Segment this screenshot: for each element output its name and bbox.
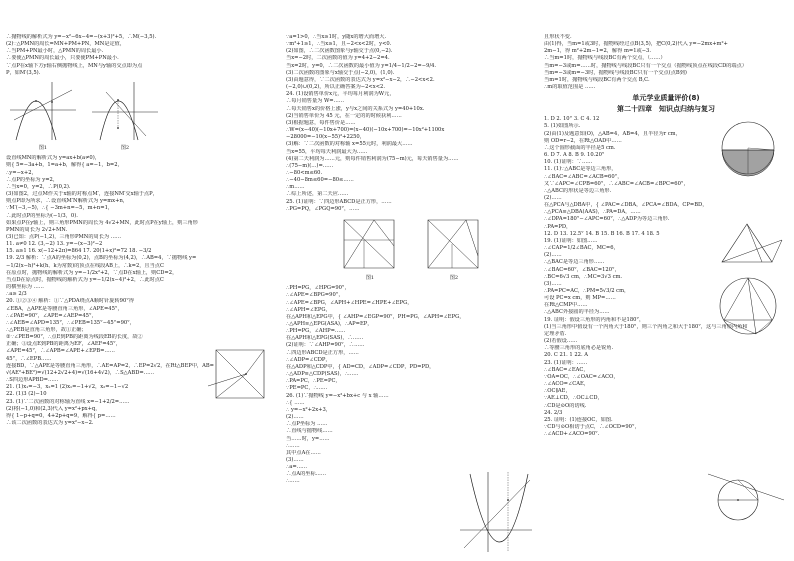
text-line: 21. (1)x₁=−3，x₂=1 (2)x₁=−1+√2，x₂=−1−√2 <box>6 384 129 391</box>
text-line: (−2,0)∪(0,2)，所以正确答案为−2<x<2. <box>286 84 386 91</box>
parabola-line-figure <box>458 470 534 554</box>
right-lines-a <box>544 34 788 91</box>
text-line: ∴PA=PD， <box>544 223 572 230</box>
parabola-graph-2 <box>88 80 162 142</box>
text-line: 6. D 7. A 8. B 9. 10.20° <box>544 152 605 159</box>
text-line: 且形状不变. <box>544 34 572 40</box>
text-line: 23. (1)∵二次函数的对称轴为直线 x=−1+2/2=…… <box>6 398 130 405</box>
text-line: ∴∠APH=∠EPG， <box>286 306 331 313</box>
text-line: 45°，∴∠EPB…… <box>6 355 52 362</box>
middle-lines-a <box>286 34 538 213</box>
text-line: ∵m²+1≥1，∴当x≥1，且−2<x<2时，y<0. <box>286 41 392 48</box>
text-line: 当m=1时，抛物线与线段BC有两个交点 B,C. <box>544 76 650 83</box>
text-line: 23. (1)证明：…… <box>544 359 588 366</box>
text-line: ∴这个圆形截面的半径是5 cm. <box>544 144 616 151</box>
text-line: ∴△PCA≌△DBA(AAS)，∴PA=DA，…… <box>544 209 641 216</box>
text-line: ∴△ADP≌△CDP(SAS)，∴…… <box>286 371 359 378</box>
text-line: ∴m的取值范围是 …… <box>544 84 596 91</box>
text-line: 又∵∠APC=∠CPB=60°，∴∠ABC=∠ACB=∠BPC=60°， <box>544 180 689 187</box>
text-line: (3)根据题意，每件售价是…… <box>286 119 356 126</box>
text-line: ∴点P的坐标为 y=2， <box>6 176 59 183</box>
text-line: ∵CD与⊙O相切于点C，∴∠OCD=90°， <box>544 423 640 430</box>
text-line: √(AE²+BE²)=√(12+2√2+4)=√(16+4√2)，∴S△ABD=…… <box>6 369 155 376</box>
text-line: ∴−80<m≤60. <box>286 169 323 176</box>
inscribed-circle-figure <box>716 274 780 338</box>
text-line: ∴∠APE=∠BPG，∠APH+∠HPE=∠HPE+∠EPG， <box>286 299 413 306</box>
text-line: ∴∠AEB=∠APD=135°，∴∠PEB=135°−45°=90°， <box>6 319 135 326</box>
text-line: ∴此时点P的坐标为(−1/3，0). <box>6 212 78 219</box>
figure-caption-2: 图2 <box>449 275 459 282</box>
text-line: 连接BD，∵△APE是等腰直角三角形，∴AE=AP=2，∴EP=2√2，在Rt△BEP中，AB= <box>6 362 215 369</box>
text-line: ∴m…… <box>286 184 305 191</box>
text-line: 正确；③设点E到PB的距离为EF，∠AEF=45°， <box>6 341 121 348</box>
text-line: 在Rt△CMP中…… <box>544 302 588 309</box>
text-line: ∵OA=OC，∴∠OAC=∠ACO， <box>544 373 619 380</box>
text-line: (2)如图，∴二次函数图象与y轴交于点(0,−2). <box>286 48 393 55</box>
text-line: ∵PE=PC，∴…… <box>286 385 328 392</box>
text-line: ∴当PM+PN最小时，△PMN的周长最小. <box>6 48 104 55</box>
text-line: 25. (1)证明：∵四边形ABCD是正方形，…… <box>286 198 392 205</box>
equilateral-triangle-figure <box>712 220 784 266</box>
parabola-figure-2 <box>88 80 162 152</box>
text-line: −28000=−10(x−55)²+2250， <box>286 134 365 141</box>
text-line: 定理矛盾. <box>544 330 567 337</box>
text-line: ∴点A的坐标…… <box>286 471 327 478</box>
figure-caption-1: 图1 <box>365 275 375 282</box>
text-line: 可设 PC=x cm，则 MP=…… <box>544 295 616 302</box>
text-line: ∴△PEB是直角三角形，故①正确； <box>6 327 87 333</box>
text-line: 11. a≠0 12. (3,−2) 13. y=−(x−3)²−2 <box>6 241 103 248</box>
text-line: (2)证明：∵∠AHP=90°，∴…… <box>286 342 365 349</box>
text-line: ∴∠ACD+∠ACO=90°. <box>544 431 600 438</box>
text-line: 1. D 2. 10° 3. C 4. 12 <box>544 116 600 123</box>
middle-lines-b <box>286 285 538 485</box>
text-line: 24. (1)设销售单价x元，平均每月利润为W元， <box>286 91 395 98</box>
middle-column <box>286 34 538 556</box>
text-line: ∴PA=PC=AC，∴PM=5√3/2 cm， <box>544 288 630 294</box>
text-line: 当x=2时，y=0，∴二次函数的最小值为 y=1/4−1/2−2=−9/4. <box>286 62 437 69</box>
text-line: ∴∠ACO=∠CAE， <box>544 381 589 388</box>
text-line: ∵a=1>0，∴当x≥1时，y随x的增大而增大. <box>286 34 387 40</box>
text-line: 15. a≥1 16. x(−12+2π)=864 17. 20(1+x)²=72 18. −3/2 <box>6 248 152 255</box>
text-line: (2)…… <box>544 194 562 201</box>
text-line: ∴当m=1时，抛物线与线段BC有两个交点，（……） <box>544 55 666 62</box>
text-line: (2)当销售单价为 45 元，在一定的的时候获利…… <box>286 112 402 119</box>
text-line: ∠APE=45°，∴∠APB=∠APE+∠EPB=…… <box>6 348 115 355</box>
text-line: P，如M′(3,5). <box>6 69 41 76</box>
square-rotation-figure <box>206 346 274 402</box>
text-line: (2)…… <box>286 414 304 421</box>
text-line: 其中点A在…… <box>286 449 321 456</box>
text-line: 25. 证明：(1)连接OC，如图. <box>544 416 613 423</box>
text-line: ∴四边形ABCD是正方形，…… <box>286 349 359 356</box>
text-line: ∵点P在x轴下方y轴右侧抛物线上，MN与y轴的交点即为点 <box>6 62 143 69</box>
square-figures <box>286 216 538 282</box>
text-line: 5. (1)如图所示. <box>544 123 581 130</box>
text-line: (1)当三角形中假设有一个内角大于180°，则三个内角之和大于180°，这与三角形内角和 <box>544 323 748 330</box>
left-column <box>6 34 278 556</box>
text-line: 在△APH和△EPG(SAS)，∴…… <box>286 335 364 342</box>
text-line: 当m=−3或m=−3时，抛物线与线段BC只有一个交点(点B到) <box>544 69 687 76</box>
parabola-figures <box>6 80 278 152</box>
text-line: (3)解：∵二次函数的对称轴 x=55元时，利润最大…… <box>286 141 413 148</box>
text-line: (3)已知：点P(−1,2)，三角形PMN的周长为 …… <box>6 233 122 240</box>
text-line: ∴∠APE=∠BPG=90°， <box>286 292 344 299</box>
text-line: ∴∠BAC=∠EAC， <box>544 366 589 373</box>
text-line: ∴△BAC是等边三角形…… <box>544 259 605 266</box>
text-line: 在△APH和△EPG中，{ ∠AHP=∠EGP=90°，PH=PG，∠APH=∠EPG， <box>286 313 465 320</box>
text-line: (4)第二天利润为……元，则每件销售利润为(75−m)元，每天销售量为…… <box>286 155 459 162</box>
text-line: ∴−40−8m≤60=−80≤…… <box>286 177 354 184</box>
text-line: ∴∠BAC=∠ABC=∠ACB=60°， <box>544 173 623 180</box>
text-line: ∴当x=0，y=2，∴P(0,2). <box>6 183 71 190</box>
text-line: ∴S四边形APBD=…… <box>6 377 59 384</box>
text-line: ∴PG=PQ，∠PGQ=90°，…… <box>286 205 360 212</box>
text-line: ∴点P坐标为 …… <box>286 421 328 428</box>
text-line: (3)二次函数的图象与x轴交于点(−2,0)，(1,0). <box>286 69 395 76</box>
text-line: ∠EBA，△APE是等腰直角三角形，∠APE=45°， <box>6 305 123 312</box>
text-line: 24. 2/3 <box>544 409 563 416</box>
text-line: ∴∠BAC=60°，∠BAC=120°， <box>544 266 620 273</box>
text-line: ∴…… <box>286 478 300 485</box>
text-line: 当……时，y=…… <box>286 435 330 442</box>
text-line: 得{ 1−p+q=0，4+2p+q=9，解得{ p=…… <box>6 412 116 419</box>
text-line: 由(1)得，当m=1或3时，抛物线经过点B(3,5)，把C(0,2)代入 y=−2mx+m²+ <box>544 41 728 48</box>
text-line: 则点P即为所求，∴设直线M′N解析式为 y=mx+n， <box>6 198 128 205</box>
text-line: 当x=−2时，二次函数的值为 y=4+2−2=4. <box>286 55 390 62</box>
text-line: ∴△ABC的形状是等边三角形. <box>544 187 612 194</box>
text-line: 2m−1，得 m²+2m−1=2，解得 m=1或−3. <box>544 48 652 55</box>
text-line: ∴ y=−x²+2x+3， <box>286 406 331 413</box>
text-line: 则 OD=r−2，在Rt△OAD中…… <box>544 137 622 144</box>
text-line: (3)…… <box>286 456 304 463</box>
text-line: 则{ 5=−3a+b，1=a+b，解得{ a=−1，b=2， <box>6 162 123 169</box>
text-line: 26. (1)∵抛物线 y=−x²+bx+c 与 x 轴…… <box>286 392 389 399</box>
text-line: 20. C 21. 1 22. A <box>544 352 589 359</box>
text-line: 的横坐标为 …… <box>6 284 44 291</box>
text-line: ②∵∠PEB=90°，∴点E到PB的距离为线段EB的长度，故② <box>6 334 143 341</box>
text-line: 当m=−3或m=……时，抛物线与线段BC只有一个交点（抛物线顶点在线段CD的端点） <box>544 62 747 69</box>
text-line: ∴要使△PMN的周长最小，只要使PM+PN最小. <box>6 55 119 62</box>
text-line: ∴BC=6√3 cm，∴MC=3√3 cm. <box>544 273 623 280</box>
chapter-heading: 第二十四章 知识点归纳与复习 <box>617 105 715 114</box>
text-line: 设直线MN的解析式为 y=ax+b(a≠0)， <box>6 155 100 162</box>
text-line: ∴∠DPA=180°−∠APC=60°，∴△ADP为等边三角形. <box>544 216 670 223</box>
text-line: ∴PA=PC，∴PE=PC， <box>286 378 341 385</box>
text-line: −1/2(x−h)²+k(h、k为常数)的顶点在线段AB上，∴k=2，且当点C <box>6 262 164 269</box>
text-line: (3)由题意得，∵二次函数的表达式为 y=x²−x−2，∴−2<x<2. <box>286 76 435 83</box>
text-line: 在△PCA与△DBA中，{ ∠PAC=∠DBA，∠PCA=∠BDA，CP=BD， <box>544 202 708 209</box>
right-column <box>544 34 788 556</box>
text-line: 19. (1)证明：如图…… <box>544 237 598 244</box>
text-line: 20. ①②③④ 解析：①∵△PDA绕点A顺时针旋转90°得 <box>6 298 135 305</box>
square-figure-2 <box>422 216 486 282</box>
text-line: 在原点时，抛物线的解析式为 y=−1/2x²+2，∵点D在x轴上，则CD=2， <box>6 269 178 276</box>
text-line: ∴∠CAP=1/2∠BAC，MC=6， <box>544 245 619 252</box>
text-line: ∴W=(x−40)(−10x+700)=(x−40)(−10x+700)=−10x²+1100x <box>286 127 445 134</box>
figure-caption-2: 图2 <box>120 145 130 152</box>
text-line: ∴每天销售x的价格上涨，y与x之间的关系式为 y=40+10x. <box>286 105 425 112</box>
square-diagram-2 <box>422 216 486 272</box>
text-line: ∴…… <box>286 442 300 449</box>
text-line: (2)由(1)及题意知(O)，△AB=4，AB=4，且半径为r cm， <box>544 130 681 137</box>
text-line: 22. (1)3 (2)−10 <box>6 391 47 398</box>
text-line: (2)∵△PMN的周长=MN+PM+PN，MN是定值， <box>6 41 126 48</box>
text-line: 12. D 13. 12.5° 14. B 15. B 16. B 17. 4 18. 5 <box>544 230 660 237</box>
text-line: ∴∠PAE=90°，∠APE=∠AEP=45°， <box>6 312 97 319</box>
text-line: ∴∠ADP=∠CDP， <box>286 356 331 363</box>
text-line: ∴y=−x+2， <box>6 169 37 176</box>
text-line: ∵M′(−3,−5)，∴{ −3m+n=−5，m+n=1， <box>6 205 114 212</box>
text-line: ∴{ …… <box>286 399 305 406</box>
text-line: ∴△ABC外接圆的半径为…… <box>544 309 610 316</box>
text-line: 如果点P在y轴上，则三角形PMN的周长为 4√2+MN，此时点P在y轴上，则三角形 <box>6 219 198 226</box>
text-line: ∴抛物线的解析式为 y=−x²−6x−4=−(x+3)²+5，∴M(−3,5). <box>6 34 157 40</box>
unit-heading: 单元学业质量评价(8) <box>632 94 700 103</box>
text-line: 当点D在原点时，抛物线的解析式为 y=−1/2(x−4)²+2，∴此时点C <box>6 276 164 283</box>
text-line: 19. 2/3 解析：∵点A的坐标为(0,2)，点B的坐标为(4,2)，∴AB=4，∵抛物线 y= <box>6 255 197 262</box>
text-line: ∴CD是⊙O的切线. <box>544 402 587 409</box>
text-line: ∴等腰三角形的底角必是锐角. <box>544 345 614 352</box>
left-lines-a <box>6 34 278 77</box>
text-line: 在△ADP和△CDP中，{ AD=CD，∠ADP=∠CDP，PD=PD， <box>286 363 435 370</box>
text-line: ∴该二次函数的表达式为 y=x²−x−2. <box>6 420 94 427</box>
text-line: ∴PH=PG，∠HPG=90°， <box>286 285 350 292</box>
text-line: 19. 证明：假设三角形的内角和不是180°， <box>544 316 645 323</box>
text-line: 11. (1)∵△ABC是等边三角形， <box>544 166 617 173</box>
parabola-graph-1 <box>6 80 80 142</box>
square-diagram-1 <box>338 216 402 272</box>
circle-chord-figure <box>714 120 782 180</box>
text-line: ∴OC∥AE， <box>544 388 571 395</box>
text-line: ∴PH=PG，∠AHP=…… <box>286 328 346 335</box>
text-line: ∵AE⊥CD，∴OC⊥CD， <box>544 395 603 402</box>
text-line: PMN的周长为 2√2+MN. <box>6 226 68 233</box>
text-line: ∴a≥ 2/3 <box>6 291 27 298</box>
text-line: ∴a=…… <box>286 464 308 471</box>
text-line: ∴直线与抛物线…… <box>286 428 333 435</box>
text-line: 10. (1)证明：∵…… <box>544 159 593 166</box>
figure-caption-1: 图1 <box>38 145 48 152</box>
text-line: (2)…… <box>544 252 562 259</box>
text-line: (3)…… <box>544 280 562 287</box>
text-line: ∴综上所述，第二天应…… <box>286 191 349 198</box>
square-figure-1 <box>338 216 402 282</box>
parabola-figure-1 <box>6 80 80 152</box>
text-line: ∴(75−m)(…)=…… <box>286 162 334 169</box>
text-line: ∴每月销售量为 W=…… <box>286 98 345 105</box>
text-line: 当x=55，平均每天利润最大为…… <box>286 148 368 155</box>
text-line: (2)将(−1,0)和(2,3)代入 y=x²+px+q， <box>6 405 101 412</box>
text-line: ∴△APH≌△EPG(ASA)，∴AP=EP， <box>286 321 373 327</box>
text-line: (2)若假设…… <box>544 338 578 345</box>
tangent-circle-figure <box>704 470 788 524</box>
text-line: (3)如图2，过点M作关于x轴的对称点M′，连接NM′交x轴于点P， <box>6 191 158 198</box>
